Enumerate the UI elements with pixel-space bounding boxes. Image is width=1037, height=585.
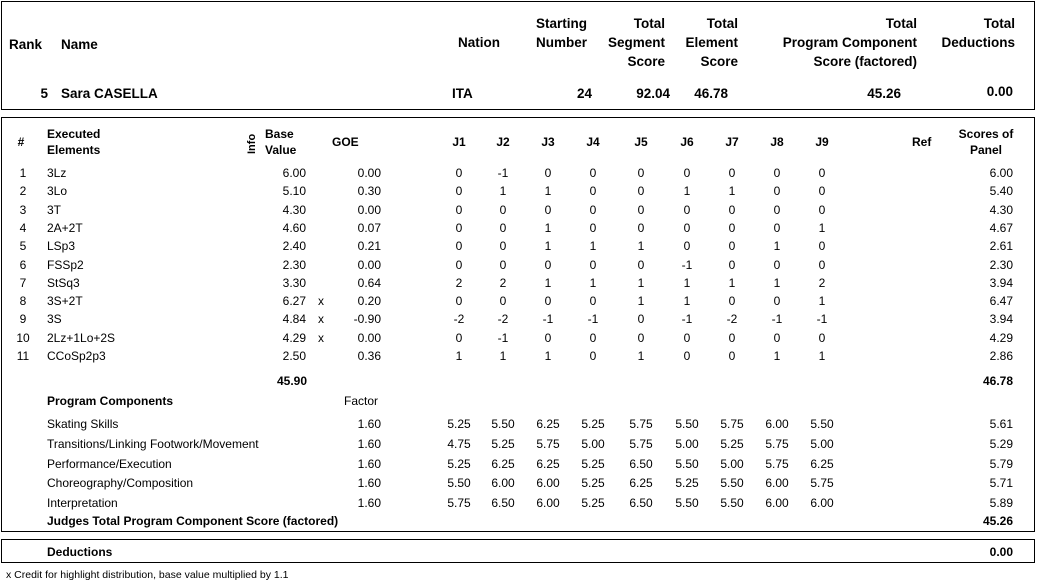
element-judge-score: 0: [773, 294, 781, 308]
element-judge-score: 1: [637, 276, 645, 290]
element-judge-score: 0: [818, 331, 826, 345]
element-goe: 0.21: [357, 239, 381, 253]
element-goe: -0.90: [353, 312, 381, 326]
element-judge-score: -1: [587, 312, 599, 326]
component-panel-score: 5.71: [989, 476, 1013, 490]
element-number-header: #: [17, 135, 25, 149]
skater-pcs: 45.26: [867, 86, 901, 101]
element-number: 4: [19, 221, 27, 235]
element-goe: 0.00: [357, 258, 381, 272]
element-judge-score: 0: [683, 239, 691, 253]
component-name: Skating Skills: [47, 417, 119, 431]
element-judge-score: 0: [728, 349, 736, 363]
element-base-value: 6.00: [282, 166, 306, 180]
info-header: Info: [246, 133, 258, 154]
skater-nation: ITA: [452, 86, 473, 101]
element-judge-score: 0: [499, 258, 507, 272]
component-judge-score: 5.50: [810, 417, 834, 431]
component-judge-score: 5.25: [581, 476, 605, 490]
element-judge-score: 0: [773, 203, 781, 217]
component-panel-score: 5.29: [989, 437, 1013, 451]
element-judge-score: 0: [544, 166, 552, 180]
starting-number-header: Starting Number: [535, 16, 587, 50]
component-name: Interpretation: [47, 496, 118, 510]
element-goe: 0.00: [357, 331, 381, 345]
component-judge-score: 5.25: [675, 476, 699, 490]
component-judge-score: 6.00: [491, 476, 515, 490]
element-goe: 0.00: [357, 203, 381, 217]
element-name: LSp3: [47, 239, 76, 253]
element-panel-score: 2.61: [989, 239, 1013, 253]
skater-tes: 46.78: [694, 86, 728, 101]
element-number: 11: [16, 349, 30, 363]
deductions-label: Deductions: [47, 545, 113, 559]
judge-header-5: J5: [634, 135, 648, 149]
element-judge-score: 0: [499, 294, 507, 308]
element-judge-score: 0: [544, 258, 552, 272]
element-judge-score: 0: [728, 166, 736, 180]
element-panel-score: 3.94: [989, 312, 1013, 326]
element-judge-score: 1: [637, 239, 645, 253]
skater-tss: 92.04: [636, 86, 670, 101]
judge-header-7: J7: [725, 135, 739, 149]
element-judge-score: 0: [773, 184, 781, 198]
element-judge-score: 0: [499, 203, 507, 217]
element-judge-score: 2: [818, 276, 826, 290]
component-judge-score: 6.25: [536, 457, 560, 471]
deductions-value: 0.00: [989, 545, 1013, 559]
judge-header-2: J2: [496, 135, 510, 149]
element-judge-score: 1: [773, 276, 781, 290]
component-panel-score: 5.79: [989, 457, 1013, 471]
element-number: 8: [19, 294, 27, 308]
element-panel-score: 2.30: [989, 258, 1013, 272]
judge-header-6: J6: [680, 135, 694, 149]
element-name: 3Lz: [47, 166, 67, 180]
component-judge-score: 6.00: [536, 496, 560, 510]
element-judge-score: 0: [455, 331, 463, 345]
element-judge-score: 0: [455, 221, 463, 235]
executed-elements-header: Executed Elements: [47, 127, 101, 157]
element-judge-score: 1: [499, 349, 507, 363]
element-name: 3S: [47, 312, 62, 326]
footnote: x Credit for highlight distribution, base value multiplied by 1.1: [6, 569, 289, 581]
ref-header: Ref: [912, 135, 932, 149]
component-judge-score: 5.00: [720, 457, 744, 471]
element-judge-score: 0: [818, 239, 826, 253]
name-header: Name: [61, 37, 98, 52]
element-judge-score: 0: [455, 294, 463, 308]
tes-header: Total Element Score: [685, 16, 738, 69]
element-judge-score: 1: [818, 294, 826, 308]
component-judge-score: 5.25: [720, 437, 744, 451]
element-judge-score: 0: [637, 258, 645, 272]
component-judge-score: 4.75: [447, 437, 471, 451]
element-judge-score: 1: [637, 349, 645, 363]
element-judge-score: -2: [497, 312, 509, 326]
component-judge-score: 6.25: [629, 476, 653, 490]
element-base-value: 3.30: [282, 276, 306, 290]
component-judge-score: 5.50: [675, 417, 699, 431]
element-judge-score: 0: [637, 166, 645, 180]
pcs-total-value: 45.26: [982, 514, 1013, 528]
element-judge-score: 1: [499, 184, 507, 198]
skater-starting-number: 24: [576, 86, 592, 101]
element-judge-score: 0: [455, 166, 463, 180]
element-judge-score: 0: [455, 203, 463, 217]
element-name: StSq3: [47, 276, 80, 290]
element-judge-score: 0: [683, 166, 691, 180]
element-judge-score: 1: [589, 239, 597, 253]
element-judge-score: 0: [589, 203, 597, 217]
element-judge-score: 0: [637, 312, 645, 326]
element-base-value: 4.60: [282, 221, 306, 235]
component-name: Performance/Execution: [47, 457, 172, 471]
element-base-value: 4.30: [282, 203, 306, 217]
element-judge-score: 0: [455, 184, 463, 198]
element-judge-score: -1: [542, 312, 554, 326]
component-judge-score: 5.25: [581, 457, 605, 471]
element-judge-score: 0: [589, 258, 597, 272]
element-goe: 0.07: [357, 221, 381, 235]
element-judge-score: 0: [637, 221, 645, 235]
element-base-value: 4.84: [282, 312, 306, 326]
element-judge-score: 0: [683, 221, 691, 235]
component-judge-score: 5.75: [447, 496, 471, 510]
component-judge-score: 5.75: [629, 417, 653, 431]
element-judge-score: 0: [773, 258, 781, 272]
component-judge-score: 5.75: [536, 437, 560, 451]
element-judge-score: -1: [771, 312, 783, 326]
component-judge-score: 5.50: [720, 496, 744, 510]
element-judge-score: 1: [818, 221, 826, 235]
element-panel-score: 2.86: [989, 349, 1013, 363]
element-judge-score: 1: [455, 349, 463, 363]
pcs-header: Total Program Component Score (factored): [782, 16, 917, 69]
nation-header: Nation: [458, 35, 500, 50]
element-name: 2A+2T: [47, 221, 83, 235]
component-judge-score: 5.75: [720, 417, 744, 431]
element-judge-score: 0: [589, 294, 597, 308]
deductions-header: Total Deductions: [941, 16, 1015, 50]
component-judge-score: 5.25: [581, 496, 605, 510]
component-judge-score: 6.25: [536, 417, 560, 431]
element-judge-score: 0: [637, 184, 645, 198]
element-judge-score: 0: [818, 184, 826, 198]
element-base-value: 2.50: [282, 349, 306, 363]
element-panel-score: 3.94: [989, 276, 1013, 290]
element-name: 3Lo: [47, 184, 68, 198]
component-judge-score: 6.50: [491, 496, 515, 510]
element-judge-score: 0: [589, 221, 597, 235]
component-panel-score: 5.61: [989, 417, 1013, 431]
element-judge-score: 1: [683, 294, 691, 308]
skater-rank: 5: [40, 86, 48, 101]
element-judge-score: 0: [728, 239, 736, 253]
element-base-value: 6.27: [282, 294, 306, 308]
component-factor: 1.60: [357, 476, 381, 490]
element-base-value: 4.29: [282, 331, 306, 345]
element-panel-score: 5.40: [989, 184, 1013, 198]
element-judge-score: 0: [728, 258, 736, 272]
element-judge-score: -1: [497, 166, 509, 180]
element-goe: 0.00: [357, 166, 381, 180]
component-judge-score: 6.00: [765, 417, 789, 431]
element-number: 3: [19, 203, 27, 217]
element-judge-score: 0: [499, 239, 507, 253]
skater-name: Sara CASELLA: [61, 86, 158, 101]
element-panel-score: 4.67: [989, 221, 1013, 235]
element-judge-score: 0: [589, 349, 597, 363]
element-judge-score: 1: [773, 239, 781, 253]
element-judge-score: 0: [499, 221, 507, 235]
element-info: x: [318, 312, 324, 326]
base-value-total: 45.90: [276, 374, 307, 388]
element-judge-score: 0: [455, 258, 463, 272]
element-judge-score: -1: [681, 258, 693, 272]
component-factor: 1.60: [357, 437, 381, 451]
component-judge-score: 5.25: [491, 437, 515, 451]
element-judge-score: 1: [544, 276, 552, 290]
element-judge-score: 1: [683, 276, 691, 290]
element-judge-score: 0: [455, 239, 463, 253]
element-judge-score: 0: [544, 294, 552, 308]
element-goe: 0.20: [357, 294, 381, 308]
element-judge-score: 1: [773, 349, 781, 363]
element-goe: 0.36: [357, 349, 381, 363]
component-judge-score: 5.25: [447, 417, 471, 431]
base-value-header: Base Value: [265, 127, 297, 157]
element-panel-score: 6.00: [989, 166, 1013, 180]
element-goe: 0.64: [357, 276, 381, 290]
element-judge-score: 1: [818, 349, 826, 363]
element-judge-score: 1: [589, 276, 597, 290]
element-judge-score: 1: [683, 184, 691, 198]
component-judge-score: 6.00: [536, 476, 560, 490]
element-info: x: [318, 294, 324, 308]
tss-header: Total Segment Score: [607, 16, 665, 69]
element-judge-score: 0: [773, 331, 781, 345]
element-judge-score: 0: [773, 166, 781, 180]
component-factor: 1.60: [357, 457, 381, 471]
element-judge-score: 0: [728, 203, 736, 217]
component-judge-score: 5.00: [810, 437, 834, 451]
element-panel-score: 4.29: [989, 331, 1013, 345]
component-judge-score: 5.75: [765, 457, 789, 471]
element-judge-score: 1: [728, 276, 736, 290]
component-judge-score: 6.00: [765, 496, 789, 510]
component-judge-score: 5.50: [491, 417, 515, 431]
element-judge-score: 0: [589, 166, 597, 180]
element-judge-score: 0: [637, 203, 645, 217]
element-judge-score: 1: [544, 349, 552, 363]
component-judge-score: 5.50: [720, 476, 744, 490]
element-name: 2Lz+1Lo+2S: [47, 331, 116, 345]
skater-deductions: 0.00: [986, 84, 1013, 99]
element-judge-score: 0: [728, 221, 736, 235]
component-judge-score: 5.00: [581, 437, 605, 451]
judge-header-4: J4: [586, 135, 600, 149]
factor-header: Factor: [344, 394, 379, 408]
element-judge-score: 1: [728, 184, 736, 198]
element-name: FSSp2: [47, 258, 84, 272]
judge-header-8: J8: [770, 135, 784, 149]
element-panel-score: 4.30: [989, 203, 1013, 217]
component-judge-score: 5.50: [675, 457, 699, 471]
element-base-value: 2.30: [282, 258, 306, 272]
judge-header-9: J9: [815, 135, 829, 149]
element-judge-score: 0: [683, 331, 691, 345]
element-judge-score: 0: [589, 331, 597, 345]
element-judge-score: 0: [728, 294, 736, 308]
component-judge-score: 5.75: [629, 437, 653, 451]
element-judge-score: 0: [683, 349, 691, 363]
element-number: 2: [19, 184, 27, 198]
component-judge-score: 5.25: [447, 457, 471, 471]
element-judge-score: 0: [637, 331, 645, 345]
rank-header: Rank: [9, 37, 43, 52]
element-judge-score: 0: [818, 258, 826, 272]
component-factor: 1.60: [357, 417, 381, 431]
element-number: 1: [19, 166, 27, 180]
element-name: 3S+2T: [47, 294, 83, 308]
element-number: 10: [16, 331, 30, 345]
element-judge-score: 0: [589, 184, 597, 198]
judge-header-1: J1: [452, 135, 466, 149]
element-goe: 0.30: [357, 184, 381, 198]
element-judge-score: 1: [544, 221, 552, 235]
component-judge-score: 5.50: [675, 496, 699, 510]
component-panel-score: 5.89: [989, 496, 1013, 510]
component-judge-score: 5.75: [810, 476, 834, 490]
element-judge-score: -2: [453, 312, 465, 326]
element-number: 7: [19, 276, 27, 290]
deductions-box: [1, 539, 1035, 563]
judge-header-3: J3: [541, 135, 555, 149]
component-judge-score: 6.25: [491, 457, 515, 471]
element-judge-score: -1: [681, 312, 693, 326]
component-judge-score: 6.50: [629, 457, 653, 471]
element-judge-score: 1: [544, 239, 552, 253]
element-number: 5: [19, 239, 27, 253]
component-judge-score: 6.00: [765, 476, 789, 490]
component-judge-score: 5.50: [447, 476, 471, 490]
element-judge-score: 0: [773, 221, 781, 235]
goe-header: GOE: [332, 135, 359, 149]
element-judge-score: -1: [816, 312, 828, 326]
element-number: 6: [19, 258, 27, 272]
element-judge-score: 2: [499, 276, 507, 290]
element-judge-score: 1: [637, 294, 645, 308]
scores-of-panel-header: Scores of Panel: [958, 127, 1014, 157]
element-judge-score: 0: [683, 203, 691, 217]
element-name: 3T: [47, 203, 62, 217]
element-judge-score: 0: [544, 203, 552, 217]
component-judge-score: 6.50: [629, 496, 653, 510]
element-judge-score: 2: [455, 276, 463, 290]
component-judge-score: 5.00: [675, 437, 699, 451]
element-judge-score: 1: [544, 184, 552, 198]
pcs-total-label: Judges Total Program Component Score (factored): [47, 514, 339, 528]
element-judge-score: 0: [544, 331, 552, 345]
component-judge-score: 5.75: [765, 437, 789, 451]
component-name: Choreography/Composition: [47, 476, 194, 490]
component-judge-score: 6.25: [810, 457, 834, 471]
element-score-total: 46.78: [982, 374, 1013, 388]
element-number: 9: [19, 312, 27, 326]
element-base-value: 2.40: [282, 239, 306, 253]
program-components-title: Program Components: [47, 394, 174, 408]
element-name: CCoSp2p3: [47, 349, 106, 363]
element-judge-score: 0: [818, 166, 826, 180]
element-judge-score: -1: [497, 331, 509, 345]
element-base-value: 5.10: [282, 184, 306, 198]
element-panel-score: 6.47: [989, 294, 1013, 308]
component-judge-score: 6.00: [810, 496, 834, 510]
element-judge-score: 0: [818, 203, 826, 217]
element-judge-score: -2: [726, 312, 738, 326]
component-factor: 1.60: [357, 496, 381, 510]
element-judge-score: 0: [728, 331, 736, 345]
component-judge-score: 5.25: [581, 417, 605, 431]
component-name: Transitions/Linking Footwork/Movement: [47, 437, 259, 451]
element-info: x: [318, 331, 324, 345]
